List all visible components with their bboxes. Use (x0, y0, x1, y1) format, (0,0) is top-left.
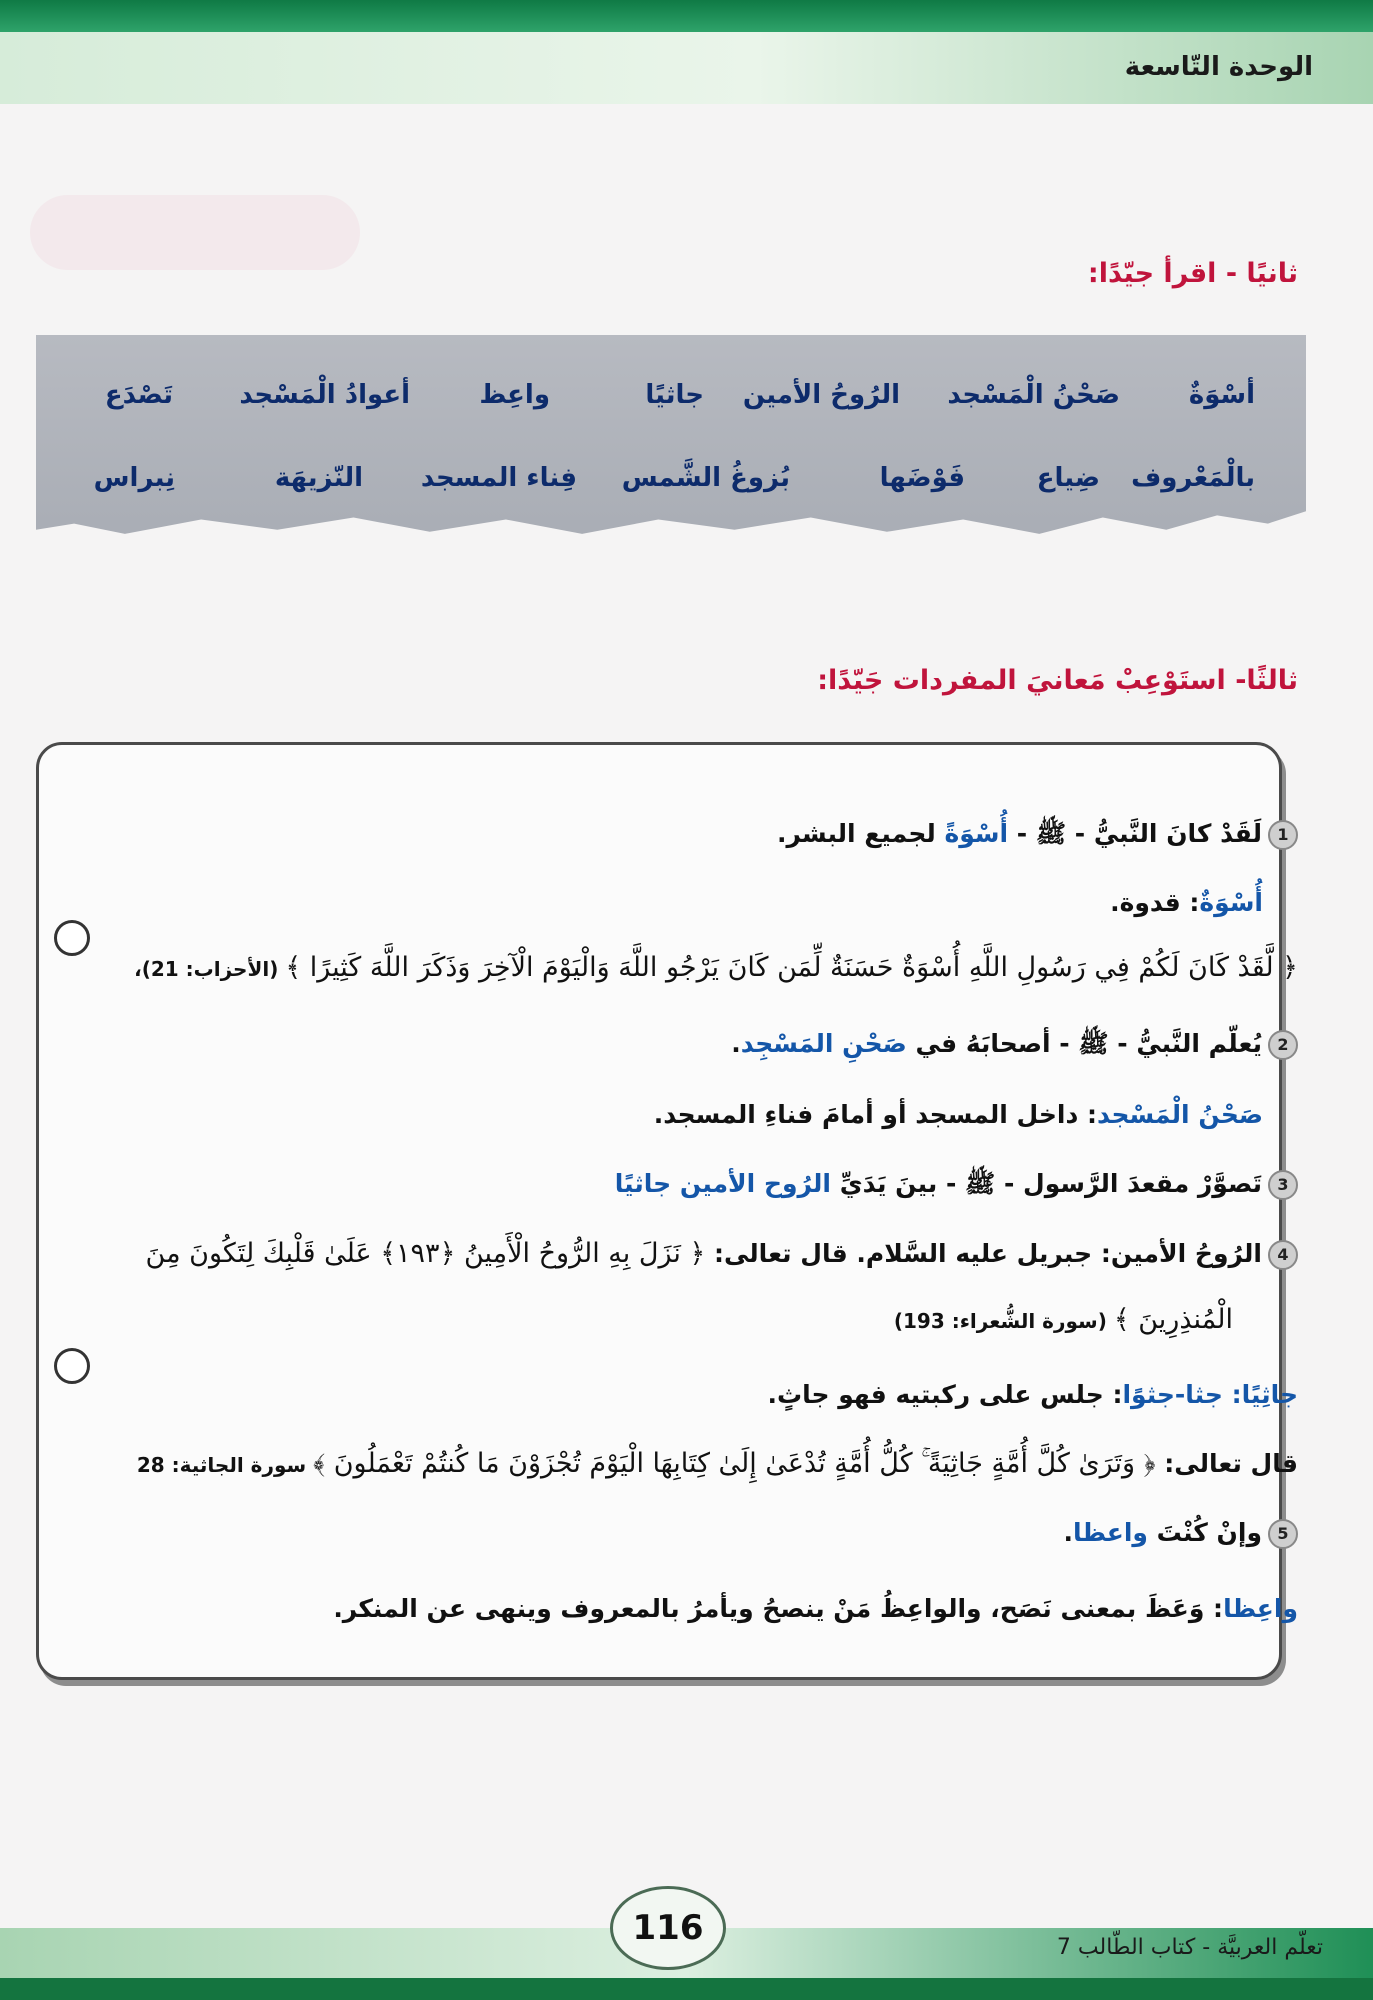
verse-reference: سورة الجاثية: 28 (136, 1453, 314, 1477)
vocab-word: بُزوغُ الشَّمس (621, 463, 790, 493)
item-1-sentence: 1لَقَدْ كانَ النَّبيُّ - ﷺ - أُسْوَةً لجميع البشر. (777, 818, 1298, 855)
item-2-meaning: صَحْنُ الْمَسْجد: داخل المسجد أو أمامَ فناءِ المسجد. (653, 1100, 1263, 1129)
binder-hole (54, 920, 90, 956)
item-4-verse-end (894, 1304, 1233, 1335)
book-title: تعلّم العربيَّة - كتاب الطّالب 7 (1056, 1935, 1323, 1960)
section-read-heading: ثانيًا - اقرأ جيّدًا: (1087, 258, 1298, 289)
vocab-word: فِناء المسجد (420, 463, 577, 493)
vocab-word: فَوْضَها (879, 463, 965, 493)
footer-dark-strip (0, 1978, 1373, 2000)
top-green-bar (0, 0, 1373, 32)
vocab-word: بالْمَعْروف (1131, 463, 1255, 493)
item-5-sentence: 5وإنْ كُنْتَ واعظا. (1064, 1518, 1299, 1549)
item-number: 5 (1268, 1519, 1298, 1549)
vocab-word: أعوادُ الْمَسْجد (239, 380, 410, 410)
vocab-word: النّزيهَة (274, 463, 363, 493)
item-2-sentence: 2يُعلّم النَّبيُّ - ﷺ - أصحابَهُ في صَحْنِ المَسْجِد. (731, 1028, 1298, 1065)
highlight-word: أُسْوَةً (944, 819, 1009, 848)
highlight-word: أُسْوَةٌ (1199, 888, 1263, 917)
quran-verse: ﴿ لَّقَدْ كَانَ لَكُمْ فِي رَسُولِ اللَّهِ أُسْوَةٌ حَسَنَةٌ لِّمَن كَانَ يَرْجُو اللَّهَ وَالْيَوْمَ الْآخِرَ وَذَكَرَ اللَّهَ كَثِيرًا ﴾ (285, 952, 1298, 983)
page-number: 116 (610, 1886, 726, 1970)
item-number: 1 (1268, 820, 1298, 850)
unit-title: الوحدة التّاسعة (1124, 52, 1313, 82)
vocab-word: جاثيًا (645, 380, 704, 410)
vocab-word: الرُوحُ الأمين (742, 380, 900, 410)
item-1-meaning: أُسْوَةٌ: قدوة. (1110, 888, 1263, 917)
item-4-sentence: 4الرُوحُ الأمين: جبريل عليه السَّلام. قال تعالى: ﴿ نَزَلَ بِهِ الرُّوحُ الْأَمِينُ ﴿١٩٣﴾ عَلَىٰ قَلْبِكَ لِتَكُونَ مِنَ (146, 1238, 1298, 1270)
vocab-word: تَصْدَع (104, 380, 173, 410)
vocab-word: واعِظ (479, 380, 550, 410)
item-number: 4 (1268, 1240, 1298, 1270)
quran-verse: ﴿ نَزَلَ بِهِ الرُّوحُ الْأَمِينُ ﴿١٩٣﴾ عَلَىٰ قَلْبِكَ لِتَكُونَ مِنَ (145, 1238, 706, 1269)
quran-verse: ﴿ وَتَرَىٰ كُلَّ أُمَّةٍ جَاثِيَةً ۚ كُلُّ أُمَّةٍ تُدْعَىٰ إِلَىٰ كِتَابِهَا الْيَوْمَ تُجْزَوْنَ مَا كُنتُمْ تَعْمَلُونَ ﴾ (313, 1448, 1156, 1479)
vocabulary-panel (36, 335, 1306, 540)
item-number: 3 (1268, 1170, 1298, 1200)
vocab-word: ضِياع (1036, 463, 1100, 493)
verse-reference: (سورة الشُّعراء: 193) (893, 1309, 1114, 1333)
quran-verse: الْمُنذِرِينَ ﴾ (1113, 1304, 1233, 1335)
highlight-word: صَحْنُ الْمَسْجد (1097, 1100, 1263, 1129)
binder-hole (54, 1348, 90, 1384)
highlight-word: واعظا (1073, 1518, 1148, 1547)
item-4-verse-2: قال تعالى: ﴿ وَتَرَىٰ كُلَّ أُمَّةٍ جَاثِيَةً ۚ كُلُّ أُمَّةٍ تُدْعَىٰ إِلَىٰ كِتَابِهَا الْيَوْمَ تُجْزَوْنَ مَا كُنتُمْ تَعْمَلُونَ ﴾ سورة الجاثية: 28 (136, 1448, 1298, 1479)
highlight-word: واعِظا (1223, 1594, 1298, 1623)
item-4-meaning: جاثِيًا: جثا-جثوًا: جلس على ركبتيه فهو جاثٍ. (767, 1380, 1298, 1409)
vocab-word: صَحْنُ الْمَسْجد (947, 380, 1120, 410)
item-3-sentence: 3تَصوَّرْ مقعدَ الرَّسول - ﷺ - بينَ يَدَيِّ الرُوح الأمين جاثيًا (615, 1168, 1298, 1205)
highlight-word: صَحْنِ المَسْجِد (740, 1029, 907, 1058)
vocab-word: أسْوَةٌ (1188, 380, 1255, 410)
highlight-word: الرُوح الأمين جاثيًا (614, 1169, 832, 1198)
vocab-word: نِبراس (93, 463, 175, 493)
item-5-meaning: واعِظا: وَعَظَ بمعنى نَصَح، والواعِظُ مَنْ ينصحُ ويأمرُ بالمعروف وينهى عن المنكر. (333, 1594, 1298, 1623)
item-1-verse (134, 952, 1298, 983)
item-number: 2 (1268, 1030, 1298, 1060)
faded-tag-decoration (30, 195, 360, 270)
section-understand-heading: ثالثًا- استَوْعِبْ مَعانيَ المفردات جَيّدًا: (817, 665, 1298, 696)
verse-reference: (الأحزاب: 21)، (134, 957, 286, 981)
highlight-word: جاثِيًا: جثا-جثوًا (1122, 1380, 1298, 1409)
